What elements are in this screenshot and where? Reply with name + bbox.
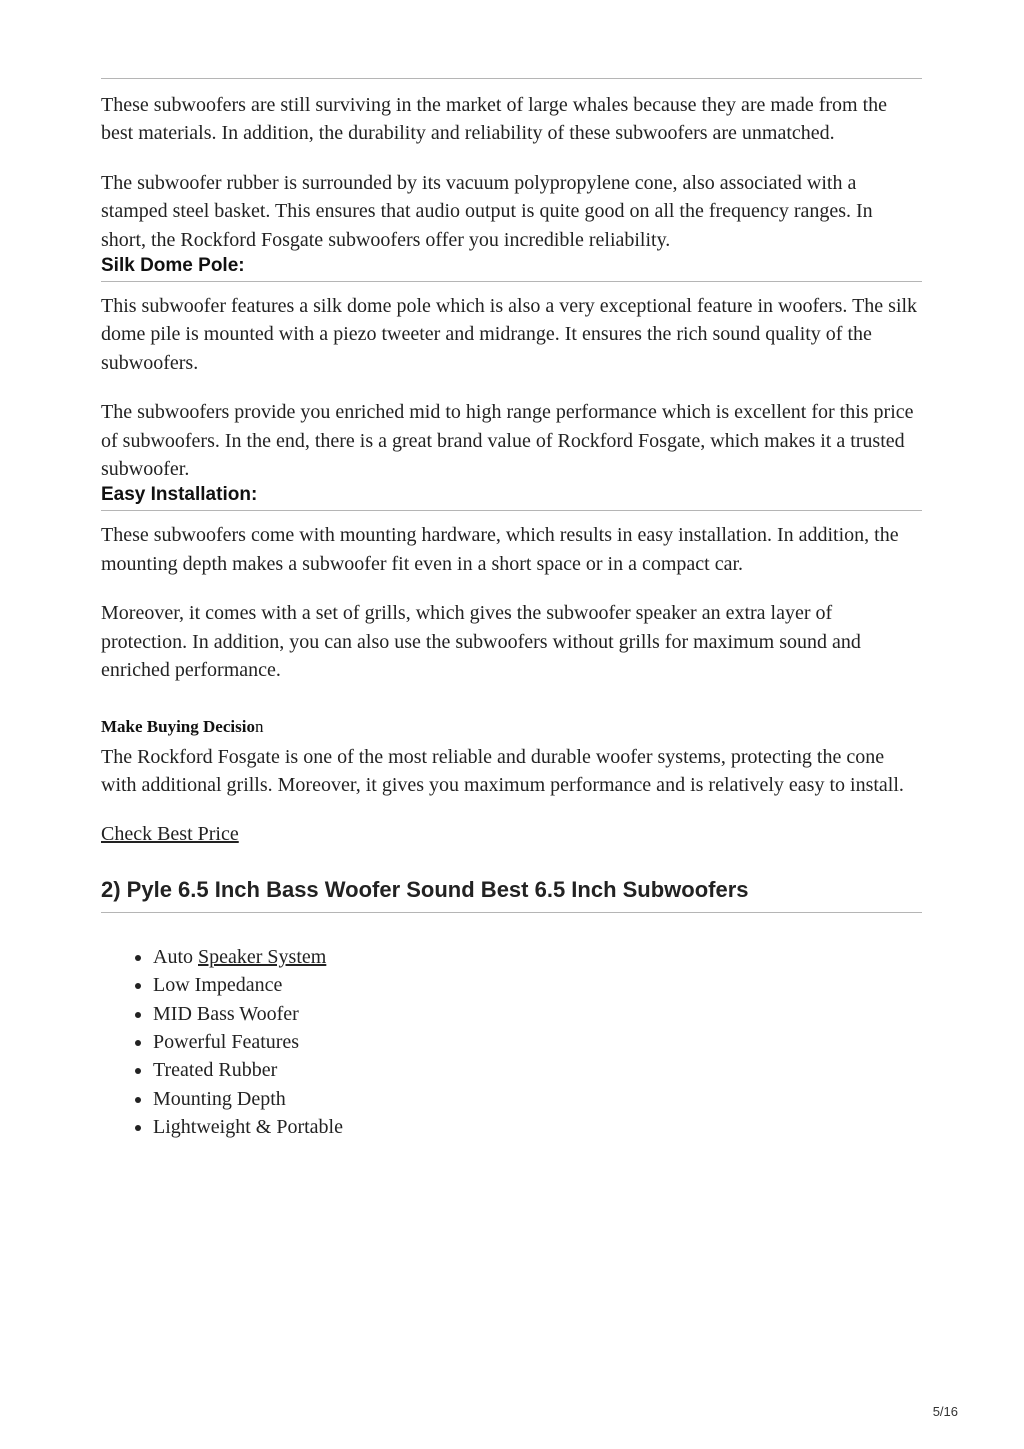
paragraph: The subwoofer rubber is surrounded by its vacuum polypropylene cone, also associated with a stamped steel basket. This ensures that audio output is quite good on all the frequency ranges. In short, the Rockford Fosgate subwoofers offer you incredible reliability. — [101, 171, 873, 251]
list-item: • MID Bass Woofer — [153, 1000, 922, 1028]
list-item: • Lightweight & Portable — [153, 1113, 922, 1141]
list-item: • Mounting Depth — [153, 1085, 922, 1113]
heading-tail-part: n — [254, 716, 264, 736]
list-item: • Low Impedance — [153, 971, 922, 999]
paragraph: These subwoofers come with mounting hardware, which results in easy installation. In addition, the mounting depth makes a subwoofer fit even in a short space or in a compact car. — [101, 524, 899, 575]
list-item-prefix: Auto — [153, 945, 198, 968]
document-page — [101, 78, 922, 1142]
heading-easy-installation: Easy Installation: — [101, 483, 922, 511]
page-number: 5/16 — [932, 1404, 958, 1419]
top-divider — [101, 78, 922, 79]
list-item: • Powerful Features — [153, 1028, 922, 1056]
paragraph: These subwoofers are still surviving in the market of large whales because they are made from the best materials. In addition, the durability and reliability of these subwoofers are unmatched. — [101, 94, 888, 145]
speaker-system-link[interactable]: Speaker System — [198, 945, 327, 968]
check-best-price-link[interactable]: Check Best Price — [101, 823, 239, 846]
paragraph: The Rockford Fosgate is one of the most reliable and durable woofer systems, protecting the cone with additional grills. Moreover, it gives you maximum performance and is relatively easy to install. — [101, 745, 904, 796]
heading-bold-part: Make Buying Decisio — [101, 716, 255, 736]
heading-silk-dome-pole: Silk Dome Pole: — [101, 254, 922, 282]
link-paragraph — [101, 820, 922, 848]
paragraph: The subwoofers provide you enriched mid to high range performance which is excellent for this price of subwoofers. In the end, there is a great brand value of Rockford Fosgate, which makes it a trusted subwoofer. — [101, 401, 914, 481]
section-title: 2) Pyle 6.5 Inch Bass Woofer Sound Best 6.5 Inch Subwoofers — [101, 875, 922, 913]
feature-list — [101, 943, 922, 1142]
paragraph: Moreover, it comes with a set of grills, which gives the subwoofer speaker an extra layer of protection. In addition, you can also use the subwoofers without grills for maximum sound and enriched performance. — [101, 602, 861, 682]
heading-make-buying-decision — [101, 715, 922, 739]
list-item — [153, 943, 922, 971]
paragraph: This subwoofer features a silk dome pole which is also a very exceptional feature in woofers. The silk dome pile is mounted with a piezo tweeter and midrange. It ensures the rich sound quality of the subwoofers. — [101, 295, 918, 374]
list-item: • Treated Rubber — [153, 1056, 922, 1084]
